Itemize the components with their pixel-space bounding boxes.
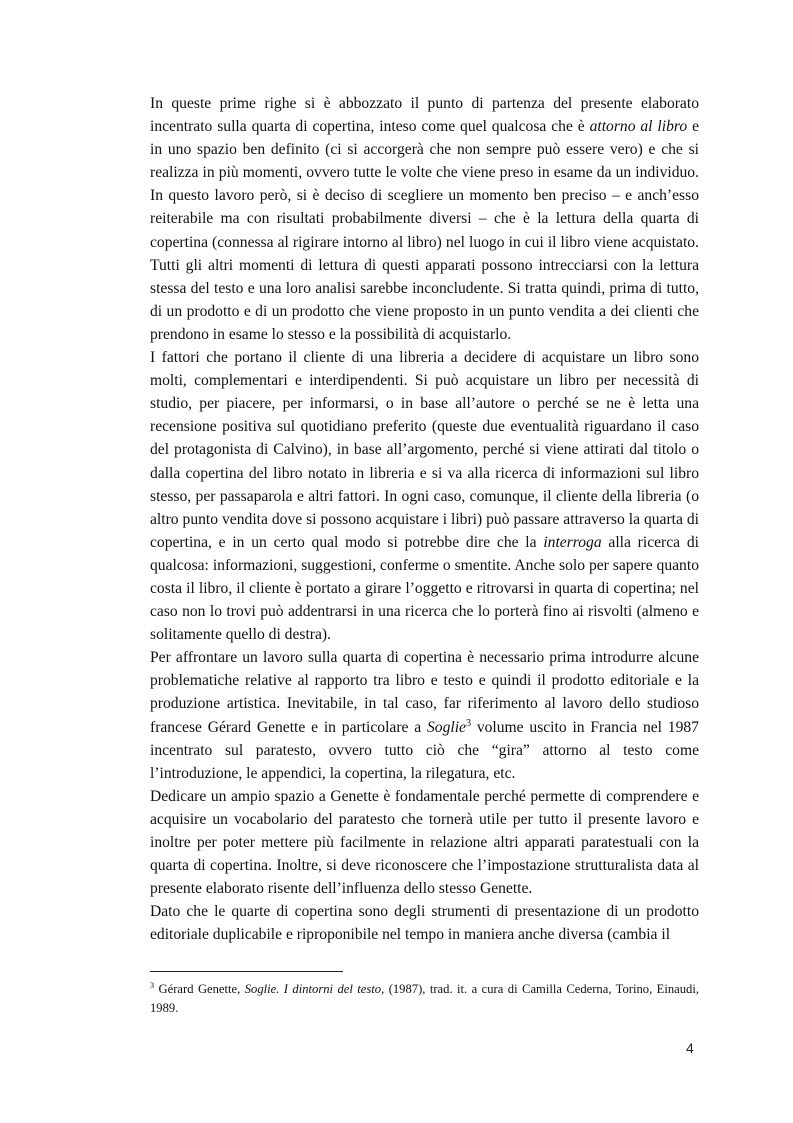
text-run: I fattori che portano il cliente di una libreria a decidere di acquistare un libro sono molti, complementari e interdipendenti. Si può acquistare un libro per necessità di studio, per piacere, per informarsi, o in base all’autore o perché se ne è letta una recensione positiva sul quotidiano preferito (queste due eventualità riguardano il caso del protagonista di Calvino), in base all’argomento, perché si viene attirati dal titolo o dalla copertina del libro notato in libreria e si va alla ricerca di informazioni sul libro stesso, per passaparola e altri fattori. In ogni caso, comunque, il cliente della libreria (o altro punto vendita dove si possono acquistare i libri) può passare attraverso la quarta di copertina, e in un certo qual modo si potrebbe dire che la	[150, 349, 699, 551]
footnote	[150, 980, 699, 1018]
page-number: 4	[686, 1040, 694, 1056]
paragraph	[150, 646, 699, 785]
italic-text: Soglie	[426, 718, 466, 736]
text-run: volume uscito in Francia nel 1987 incentrato sul paratesto, ovvero tutto ciò che “gira” attorno al testo come l’introduzione, le appendici, la copertina, la rilegatura, etc.	[150, 718, 699, 782]
footnote-separator	[150, 971, 343, 972]
italic-text: attorno al libro	[589, 118, 688, 136]
text-run: alla ricerca di qualcosa: informazioni, suggestioni, conferme o smentite. Anche solo per sapere quanto costa il libro, il cliente è portato a girare l’oggetto e ritrovarsi in quarta di copertina; nel caso non lo trovi può addentrarsi in una ricerca che lo porterà fino ai risvolti (almeno e solitamente quello di destra).	[150, 533, 699, 644]
paragraph	[150, 785, 699, 900]
text-run: Dato che le quarte di copertina sono degli strumenti di presentazione di un prodotto editoriale duplicabile e riproponibile nel tempo in maniera anche diversa (cambia il	[150, 903, 699, 944]
text-run: , (1987), trad. it. a cura di Camilla Cederna, Torino, Einaudi, 1989.	[150, 982, 699, 1015]
text-run: e in uno spazio ben definito (ci si accorgerà che non sempre può essere vero) e che si realizza in più momenti, ovvero tutte le volte che viene preso in esame da un individuo. In questo lavoro però, si è deciso di scegliere un momento ben preciso – e anch’esso reiterabile ma con risultati probabilmente diversi – che è la lettura della quarta di copertina (connessa al rigirare intorno al libro) nel luogo in cui il libro viene acquistato. Tutti gli altri momenti di lettura di questi apparati possono intrecciarsi con la lettura stessa del testo e una loro analisi sarebbe inconcludente. Si tratta quindi, prima di tutto, di un prodotto e di un prodotto che viene proposto in un punto vendita a dei clienti che prendono in esame lo stesso e la possibilità di acquistarlo.	[150, 118, 699, 343]
text-run: Per affrontare un lavoro sulla quarta di copertina è necessario prima introdurre alcune problematiche relative al rapporto tra libro e testo e quindi il prodotto editoriale e la produzione artistica. Inevitabile, in tal caso, far riferimento al lavoro dello studioso francese Gérard Genette e in particolare a	[150, 649, 699, 736]
text-run: Dedicare un ampio spazio a Genette è fondamentale perché permette di comprendere e acquisire un vocabolario del paratesto che tornerà utile per tutto il presente lavoro e inoltre per poter mettere più facilmente in relazione altri apparati paratestuali con la quarta di copertina. Inoltre, si deve riconoscere che l’impostazione strutturalista data al presente elaborato risente dell’influenza dello stesso Genette.	[150, 787, 699, 898]
text-run: Gérard Genette,	[154, 982, 245, 996]
footnote-ref: 3	[465, 717, 472, 729]
body-text	[150, 92, 699, 946]
paragraph	[150, 92, 699, 346]
footnote-ref: 3	[150, 980, 155, 990]
italic-text: Soglie. I dintorni del testo	[244, 982, 382, 996]
text-run: In queste prime righe si è abbozzato il punto di partenza del presente elaborato incentrato sulla quarta di copertina, inteso come quel qualcosa che è	[150, 95, 699, 136]
paragraph	[150, 900, 699, 946]
paragraph	[150, 346, 699, 646]
italic-text: interroga	[543, 533, 602, 551]
